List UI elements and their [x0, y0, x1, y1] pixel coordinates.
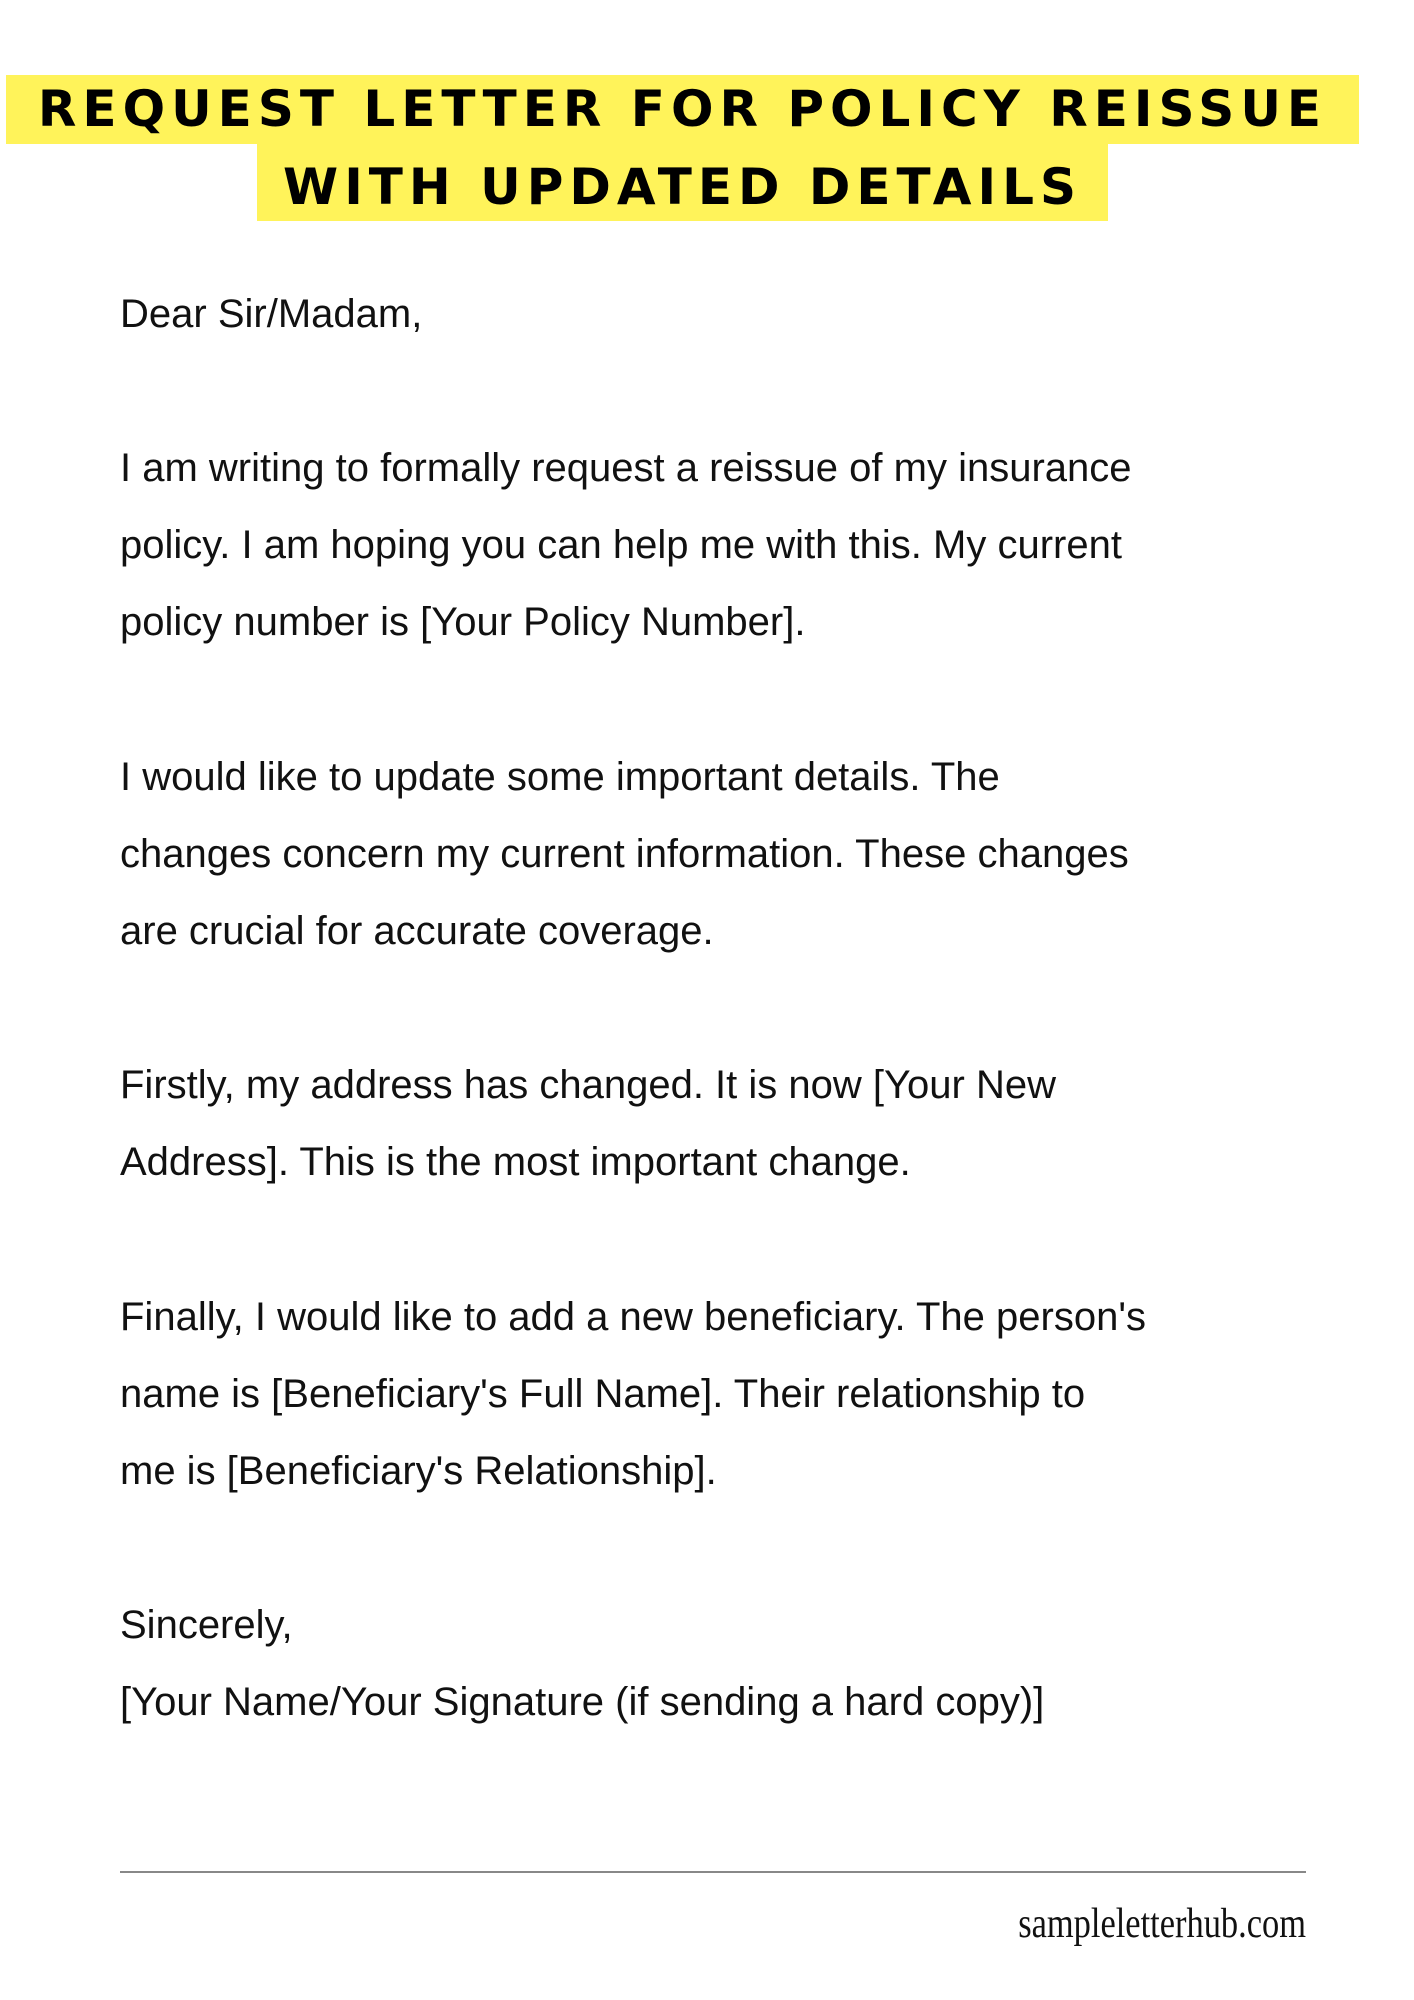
paragraph-1-line: policy number is [Your Policy Number].	[120, 600, 806, 644]
paragraph-2-line: I would like to update some important details. The	[120, 755, 1000, 799]
paragraph-3-line: Address]. This is the most important change.	[120, 1140, 911, 1184]
footer-brand: sampleletterhub.com	[1018, 1901, 1306, 1947]
paragraph-3-line: Firstly, my address has changed. It is now [Your New	[120, 1063, 1056, 1107]
paragraph-2-line: are crucial for accurate coverage.	[120, 909, 714, 953]
footer-divider	[120, 1871, 1306, 1873]
salutation: Dear Sir/Madam,	[120, 292, 423, 336]
paragraph-1-line: policy. I am hoping you can help me with this. My current	[120, 523, 1122, 567]
page-title-line-1: REQUEST LETTER FOR POLICY REISSUE	[37, 80, 1328, 138]
page-title-line-2: WITH UPDATED DETAILS	[283, 158, 1082, 216]
paragraph-4-line: Finally, I would like to add a new beneficiary. The person's	[120, 1295, 1146, 1339]
paragraph-4-line: name is [Beneficiary's Full Name]. Their relationship to	[120, 1372, 1086, 1416]
signature: [Your Name/Your Signature (if sending a hard copy)]	[120, 1680, 1045, 1724]
paragraph-1-line: I am writing to formally request a reissue of my insurance	[120, 446, 1132, 490]
paragraph-4-line: me is [Beneficiary's Relationship].	[120, 1449, 717, 1493]
paragraph-2-line: changes concern my current information. These changes	[120, 832, 1129, 876]
closing: Sincerely,	[120, 1603, 293, 1647]
